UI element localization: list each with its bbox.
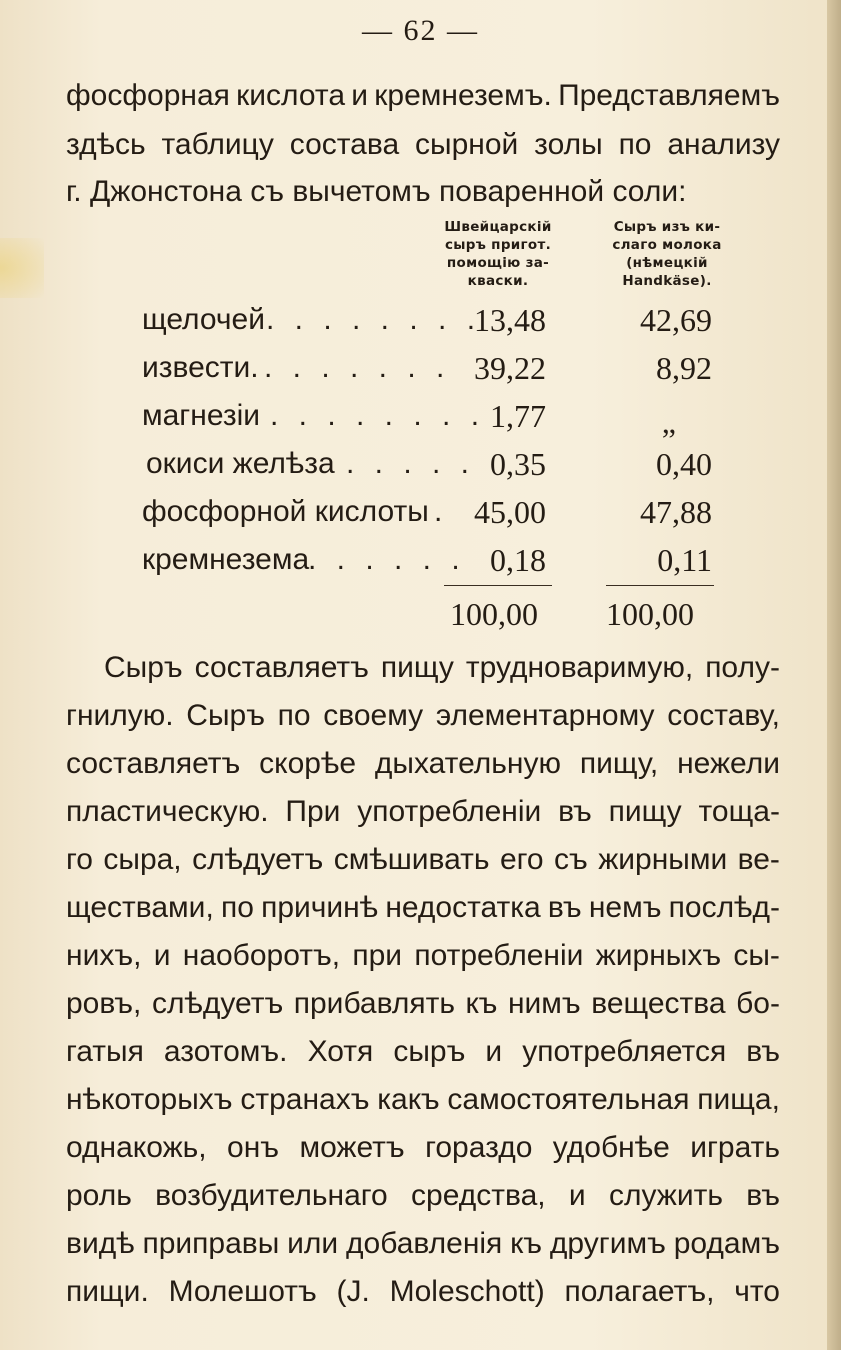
word: и: [153, 939, 171, 972]
word: причинѣ: [261, 891, 379, 924]
word: къ: [510, 1227, 543, 1260]
value-swiss: 39,22: [474, 350, 546, 386]
word: слѣдуетъ: [192, 843, 324, 876]
value-handkase: 0,40: [656, 446, 712, 482]
total-swiss: 100,00: [450, 596, 538, 632]
value-handkase: 47,88: [640, 494, 712, 530]
word: Сыръ: [104, 651, 183, 684]
table-col1-header: [428, 218, 568, 290]
word: таблицу: [161, 128, 274, 161]
word: нѣкоторыхъ: [66, 1083, 233, 1116]
body-line: [66, 1176, 780, 1216]
word: сыръ: [393, 1035, 466, 1068]
word: въ: [558, 795, 592, 828]
word: своему: [323, 699, 424, 732]
table-row: [142, 538, 712, 582]
word: гораздо: [425, 1131, 533, 1164]
leader-dots: . . . . . .: [308, 543, 466, 576]
page-number: — 62 —: [362, 14, 479, 47]
word: недостатка: [385, 891, 541, 924]
word: странахъ: [240, 1083, 370, 1116]
word: съ: [554, 843, 588, 876]
word: въ: [746, 1035, 780, 1068]
row-label: магнезіи: [142, 399, 261, 432]
body-line: [66, 1128, 780, 1168]
word: Сыръ: [186, 699, 265, 732]
word: наоборотъ,: [182, 939, 341, 972]
word: самостоятельная: [447, 1083, 690, 1116]
word: дыхательную: [374, 747, 561, 780]
row-label: кремнезема: [142, 543, 310, 576]
word: сырной: [415, 128, 519, 161]
word: по: [220, 891, 254, 924]
word: жирными: [598, 843, 728, 876]
word: нихъ,: [66, 939, 142, 972]
word: возбудительнаго: [155, 1179, 388, 1212]
word: скорѣе: [259, 747, 357, 780]
body-line: [66, 1224, 780, 1264]
intro-line: [66, 125, 780, 165]
sum-rule-col2: [606, 585, 714, 586]
word: какъ: [377, 1083, 440, 1116]
value-handkase: 8,92: [656, 350, 712, 386]
word: или: [287, 1227, 339, 1260]
word: онъ: [227, 1131, 280, 1164]
word: въ: [746, 1179, 780, 1212]
leader-dots: . . . . . . . .: [270, 399, 486, 432]
word: пища,: [697, 1083, 780, 1116]
word: что: [734, 1275, 780, 1308]
body-line: [104, 648, 780, 688]
body-line: [66, 888, 780, 928]
col1-header-line: помощію за-: [446, 255, 550, 271]
word: жирныхъ: [595, 939, 722, 972]
word: въ: [547, 891, 582, 924]
word: кислота: [236, 79, 346, 112]
value-swiss: 13,48: [474, 302, 546, 338]
word: другимъ: [549, 1227, 666, 1260]
word: анализу: [667, 128, 780, 161]
col1-header-line: кваски.: [467, 273, 529, 289]
value-swiss: 1,77: [490, 398, 546, 434]
sum-rule-col1: [444, 585, 552, 586]
body-line: [66, 1080, 780, 1120]
word: нимъ: [507, 987, 581, 1020]
word: кремнеземъ.: [374, 79, 552, 112]
value-swiss: 45,00: [474, 494, 546, 530]
word: и: [568, 1179, 586, 1212]
word: служить: [608, 1179, 723, 1212]
table-row: [142, 298, 712, 342]
word: и: [351, 79, 369, 112]
word: его: [499, 843, 544, 876]
table-col2-header: [592, 218, 742, 290]
row-label: извести.: [142, 351, 259, 384]
word: го: [66, 843, 93, 876]
word: прибавлять: [293, 987, 455, 1020]
value-handkase-ditto: „: [661, 404, 676, 440]
word: употребленіи: [357, 795, 542, 828]
word: слѣдуетъ: [151, 987, 284, 1020]
word: роль: [66, 1179, 132, 1212]
col2-header-line: Сыръ изъ ки-: [613, 219, 721, 235]
word: полу-: [705, 651, 780, 684]
word: сыра,: [103, 843, 182, 876]
word: Молешотъ: [168, 1275, 317, 1308]
row-label: окиси желѣза: [146, 447, 335, 480]
word: послѣд-: [668, 891, 780, 924]
row-label: щелочей: [142, 303, 265, 336]
col2-header-line: слаго молока: [612, 237, 722, 253]
word: здѣсь: [66, 128, 146, 161]
word: элементарному: [435, 699, 655, 732]
word: трудноваримую,: [465, 651, 694, 684]
value-handkase: 42,69: [640, 302, 712, 338]
word: однакожь,: [66, 1131, 207, 1164]
table-row: [142, 394, 712, 438]
body-line: [66, 744, 780, 784]
word: удобнѣе: [552, 1131, 670, 1164]
col1-header-line: Швейцарскій: [444, 219, 552, 235]
word: и: [485, 1035, 503, 1068]
value-swiss: 0,35: [490, 446, 546, 482]
word: приправы: [142, 1227, 280, 1260]
word: составляетъ: [66, 747, 241, 780]
word: пищу: [380, 651, 454, 684]
word: пищи.: [66, 1275, 149, 1308]
body-line: [66, 1032, 780, 1072]
page-edge: [827, 0, 841, 1350]
col2-header-line: (нѣмецкій: [626, 255, 708, 271]
word: можетъ: [299, 1131, 405, 1164]
word: составляетъ: [194, 651, 369, 684]
leader-dots: .: [434, 495, 449, 528]
word: къ: [465, 987, 498, 1020]
word: Представляемъ: [558, 79, 780, 112]
word: золы: [534, 128, 603, 161]
word: ществами,: [66, 891, 214, 924]
word: бо-: [736, 987, 780, 1020]
intro-line: г. Джонстона съ вычетомъ поваренной соли:: [66, 175, 687, 208]
total-handkase: 100,00: [606, 596, 694, 632]
word: пищу: [608, 795, 682, 828]
word: фосфорная: [66, 79, 230, 112]
table-row: [142, 442, 712, 486]
table-row: [142, 346, 712, 390]
body-line: [66, 792, 780, 832]
word: пищу,: [579, 747, 659, 780]
intro-line: [66, 76, 780, 116]
word: смѣшивать: [333, 843, 490, 876]
word: родамъ: [673, 1227, 780, 1260]
body-line: [66, 984, 780, 1024]
word: тоща-: [698, 795, 780, 828]
col2-header-line: Handkäse).: [622, 273, 712, 289]
word: потребленіи: [414, 939, 584, 972]
word: полагаетъ,: [564, 1275, 715, 1308]
word: по: [277, 699, 311, 732]
word: Moleschott): [389, 1275, 545, 1308]
body-line: [66, 840, 780, 880]
word: вещества: [591, 987, 726, 1020]
word: ровъ,: [66, 987, 142, 1020]
word: употребляется: [522, 1035, 727, 1068]
table-row: [142, 490, 712, 534]
word: азотомъ.: [163, 1035, 288, 1068]
word: пластическую.: [66, 795, 269, 828]
value-handkase: 0,11: [657, 542, 712, 578]
col1-header-line: сыръ пригот.: [444, 237, 552, 253]
word: немъ: [588, 891, 662, 924]
leader-dots: . . . . .: [346, 447, 476, 480]
word: ве-: [737, 843, 780, 876]
word: (J.: [336, 1275, 370, 1308]
leader-dots: . . . . . . . .: [266, 303, 482, 336]
word: добавленія: [346, 1227, 503, 1260]
word: нежели: [677, 747, 780, 780]
word: гатыя: [66, 1035, 144, 1068]
word: состава: [289, 128, 400, 161]
word: гнилую.: [66, 699, 174, 732]
word: Хотя: [307, 1035, 374, 1068]
word: составу,: [667, 699, 780, 732]
body-line: [66, 1272, 780, 1312]
paper-stain: [0, 238, 44, 298]
body-line: [66, 696, 780, 736]
word: средства,: [411, 1179, 546, 1212]
leader-dots: . . . . . . .: [264, 351, 451, 384]
word: сы-: [733, 939, 780, 972]
value-swiss: 0,18: [490, 542, 546, 578]
body-line: [66, 936, 780, 976]
word: по: [618, 128, 652, 161]
row-label: фосфорной кислоты: [142, 495, 429, 528]
word: видѣ: [66, 1227, 135, 1260]
word: играть: [690, 1131, 780, 1164]
word: при: [352, 939, 403, 972]
word: При: [285, 795, 341, 828]
